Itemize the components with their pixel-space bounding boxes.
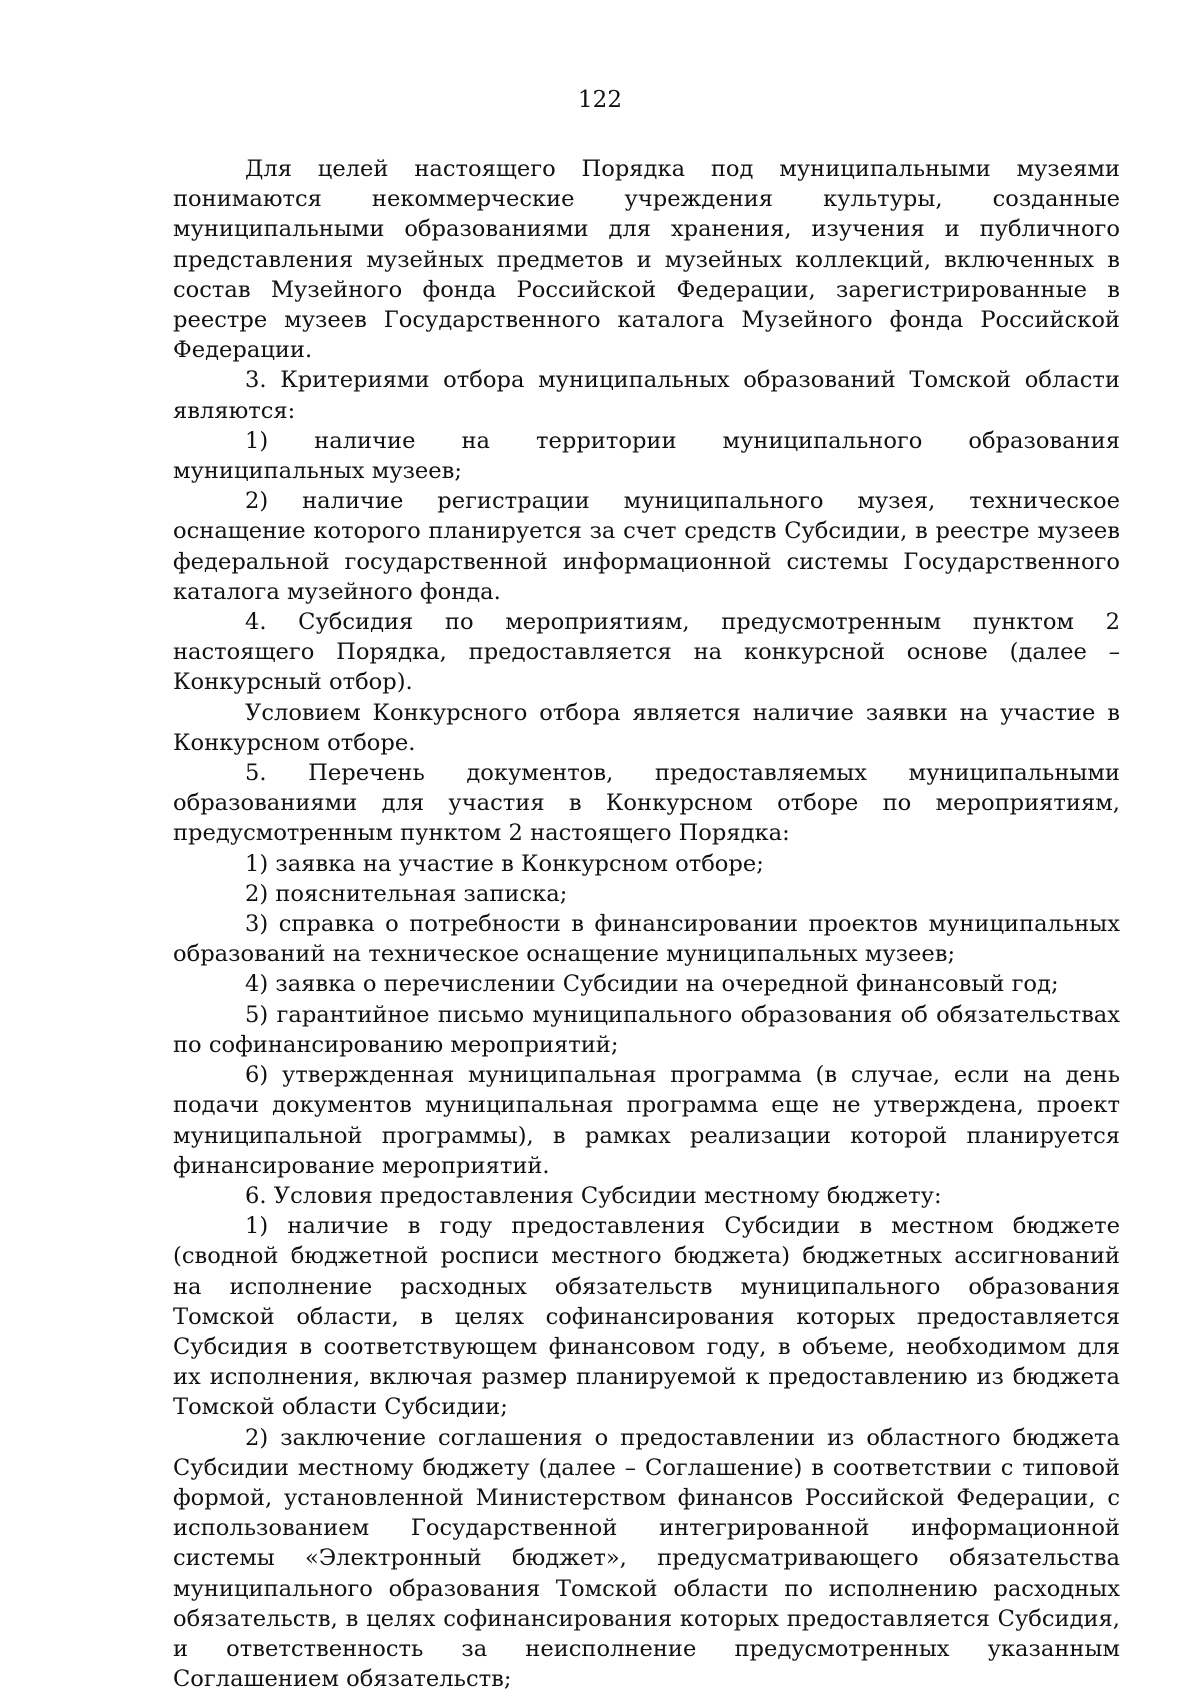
paragraph-museum-definition: Для целей настоящего Порядка под муниципальными музеями понимаются некоммерческие учреждения культуры, созданные муниципальными образованиями для хранения, изучения и публичного представления музейных предметов и музейных коллекций, включенных в состав Музейного фонда Российской Федерации, зарегистрированные в реестре музеев Государственного каталога Музейного фонда Российской Федерации. [173,156,1120,364]
paragraph-selection-condition: Условием Конкурсного отбора является наличие заявки на участие в Конкурсном отборе. [173,699,1120,756]
paragraph-item-4-subsidy: 4. Субсидия по мероприятиям, предусмотренным пунктом 2 настоящего Порядка, предоставляется на конкурсной основе (далее – Конкурсный отбор). [173,609,1120,696]
paragraph-document-4: 4) заявка о перечислении Субсидии на очередной финансовый год; [245,971,1059,998]
paragraph-criterion-2: 2) наличие регистрации муниципального музея, техническое оснащение которого планируется за счет средств Субсидии, в реестре музеев федеральной государственной информационной системы Государственного каталога музейного фонда. [173,488,1120,605]
paragraph-document-3: 3) справка о потребности в финансировании проектов муниципальных образований на техническое оснащение муниципальных музеев; [173,911,1120,968]
paragraph-item-6-conditions: 6. Условия предоставления Субсидии местному бюджету: [245,1182,942,1209]
paragraph-item-3-criteria: 3. Критериями отбора муниципальных образований Томской области являются: [173,367,1120,424]
paragraph-document-6: 6) утвержденная муниципальная программа (в случае, если на день подачи документов муниципальная программа еще не утверждена, проект муниципальной программы), в рамках реализации которой планируется финансирование мероприятий. [173,1062,1120,1179]
document-body [173,154,1120,1694]
paragraph-condition-1: 1) наличие в году предоставления Субсидии в местном бюджете (сводной бюджетной росписи местного бюджета) бюджетных ассигнований на исполнение расходных обязательств муниципального образования Томской области, в целях софинансирования которых предоставляется Субсидия в соответствующем финансовом году, в объеме, необходимом для их исполнения, включая размер планируемой к предоставлению из бюджета Томской области Субсидии; [173,1213,1120,1421]
page-number: 122 [578,87,622,113]
paragraph-condition-2: 2) заключение соглашения о предоставлении из областного бюджета Субсидии местному бюджету (далее – Соглашение) в соответствии с типовой формой, установленной Министерством финансов Российской Федерации, с использованием Государственной интегрированной информационной системы «Электронный бюджет», предусматривающего обязательства муниципального образования Томской области по исполнению расходных обязательств, в целях софинансирования которых предоставляется Субсидия, и ответственность за неисполнение предусмотренных указанным Соглашением обязательств; [173,1424,1120,1693]
paragraph-item-5-documents: 5. Перечень документов, предоставляемых муниципальными образованиями для участия в Конкурсном отборе по мероприятиям, предусмотренным пунктом 2 настоящего Порядка: [173,760,1120,847]
paragraph-document-2: 2) пояснительная записка; [245,880,568,907]
paragraph-criterion-1: 1) наличие на территории муниципального образования муниципальных музеев; [173,427,1120,485]
paragraph-document-5: 5) гарантийное письмо муниципального образования об обязательствах по софинансированию мероприятий; [173,1001,1120,1058]
paragraph-document-1: 1) заявка на участие в Конкурсном отборе; [245,850,764,877]
